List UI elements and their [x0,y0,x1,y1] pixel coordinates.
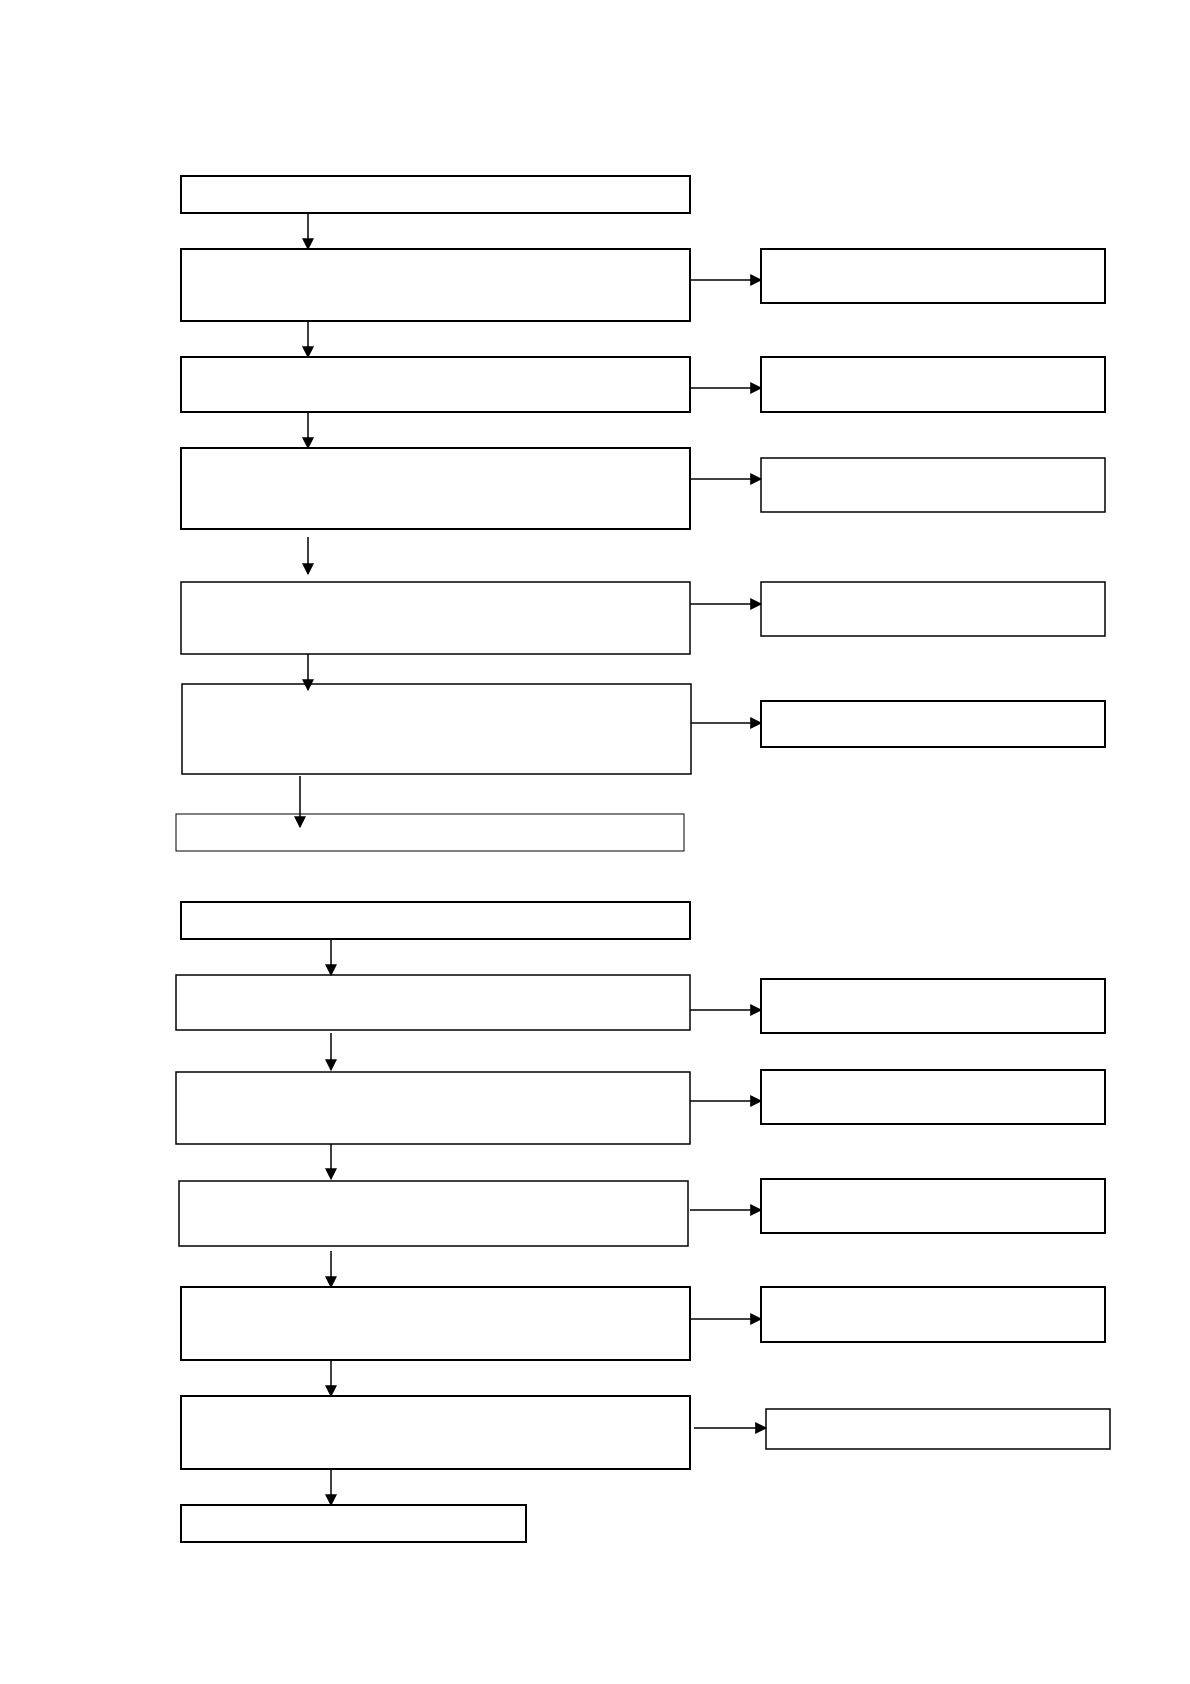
flow1-step-box [181,357,690,412]
flow1-step-box [182,684,691,774]
flow1-step-box [181,249,690,321]
flow2-side-box [761,1179,1105,1233]
flow1-side-box [761,701,1105,747]
flow1-step-box [181,448,690,529]
flow2-step-box [176,975,690,1030]
flow2-step-box [181,1287,690,1360]
flow2-side-box [761,979,1105,1033]
flow2-step-box [176,1072,690,1144]
flow1-side-box [761,458,1105,512]
flow2-side-box [761,1070,1105,1124]
flow1-step-box [176,814,684,851]
flow1-side-box [761,357,1105,412]
flow1-side-box [761,249,1105,303]
flow1-step-box [181,582,690,654]
flow2-step-box [181,1505,526,1542]
flow1-step-box [181,176,690,213]
flow2-step-box [179,1181,688,1246]
flow2-side-box [761,1287,1105,1342]
flow2-step-box [181,1396,690,1469]
flow1-side-box [761,582,1105,636]
flow2-side-box [766,1409,1110,1449]
flow2-step-box [181,902,690,939]
